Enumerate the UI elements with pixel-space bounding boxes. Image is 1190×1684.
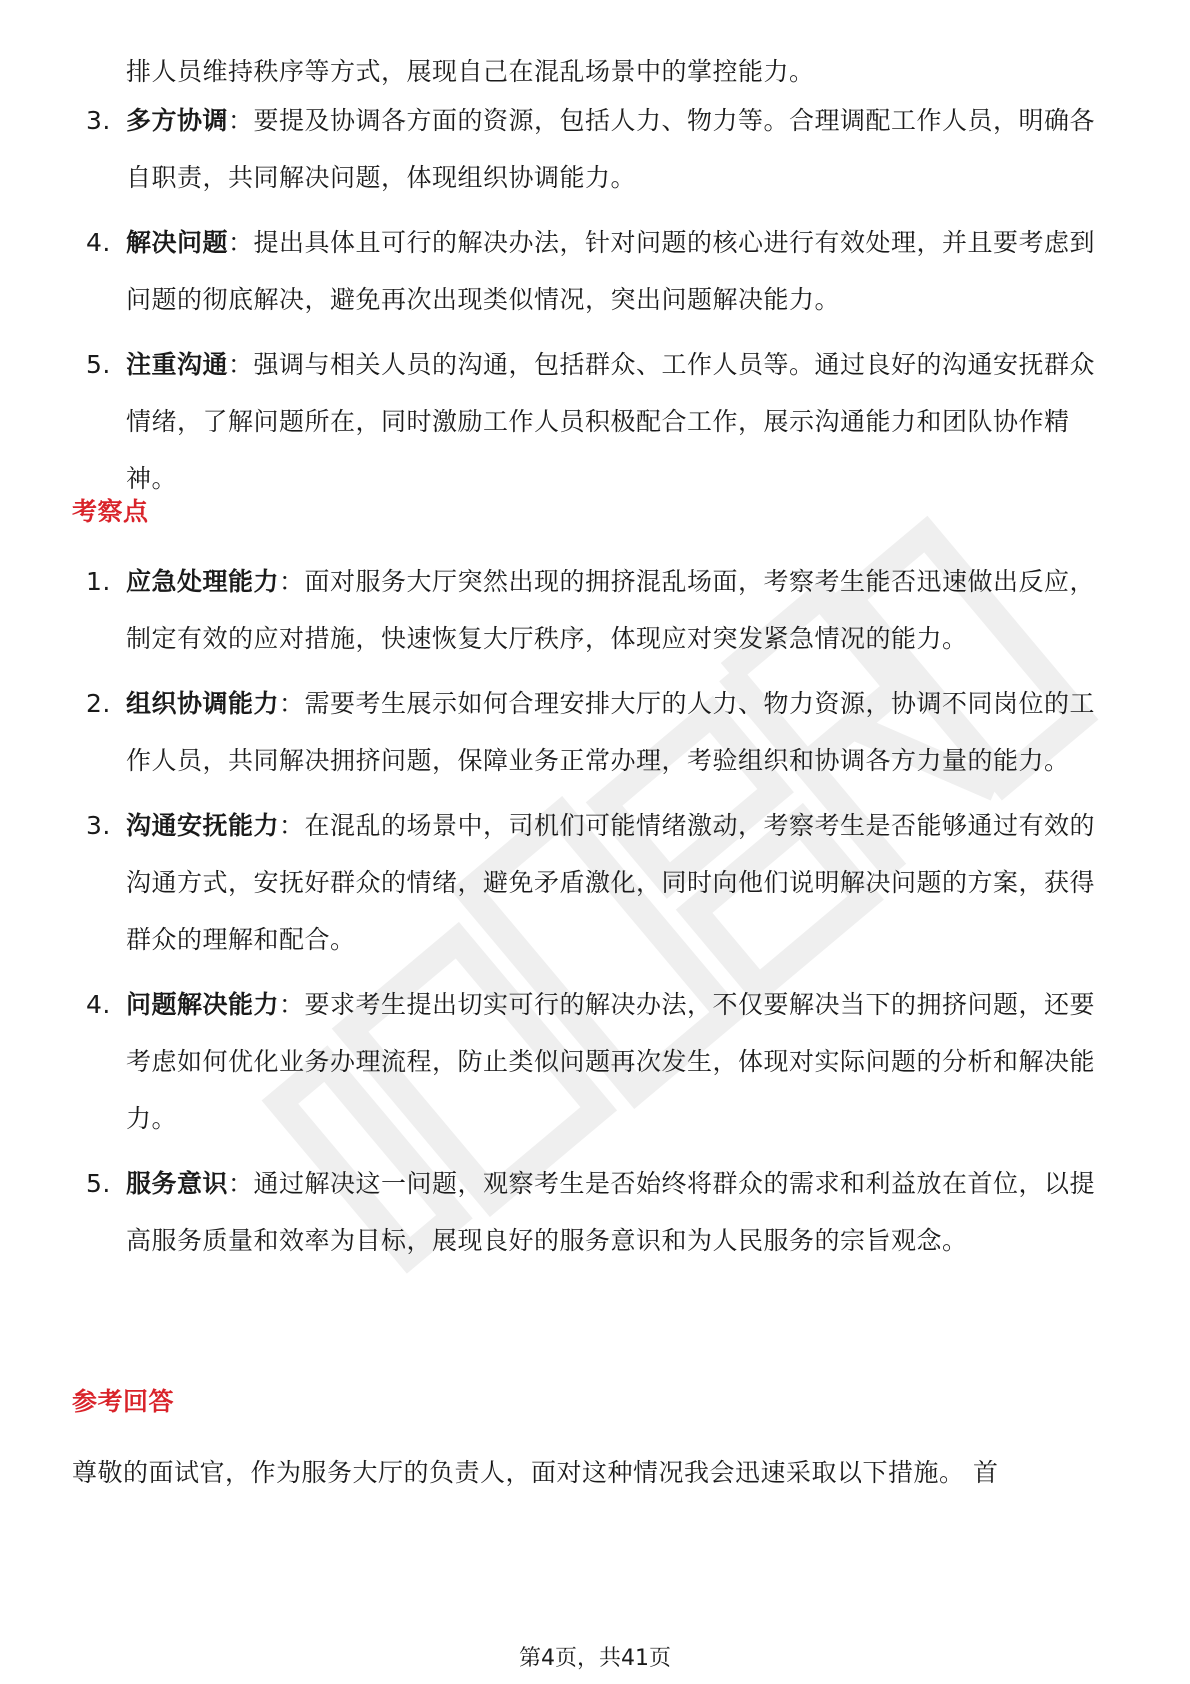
list-item-number: 5. [86,350,111,379]
examine-point-list [0,553,1190,1277]
list-item-body: ：需要考生展示如何合理安排大厅的人力、物力资源，协调不同岗位的工作人员，共同解决拥挤问题，保障业务正常办理，考验组织和协调各方力量的能力。 [126,689,1096,775]
list-item-body: ：要求考生提出切实可行的解决办法，不仅要解决当下的拥挤问题，还要考虑如何优化业务办理流程，防止类似问题再次发生，体现对实际问题的分析和解决能力。 [126,990,1096,1133]
list-item [0,336,1190,507]
heading-reference-answer: 参考回答 [72,1387,175,1416]
list-item-body: ：要提及协调各方面的资源，包括人力、物力等。合理调配工作人员，明确各自职责，共同解决问题，体现组织协调能力。 [126,106,1096,192]
list-item-number: 5. [86,1169,111,1198]
list-item [0,214,1190,328]
list-item-title: 解决问题 [126,228,229,257]
list-item-title: 服务意识 [126,1169,229,1198]
list-item-title: 应急处理能力 [126,567,280,596]
list-item [0,976,1190,1147]
list-item [0,675,1190,789]
answer-text: 尊敬的面试官，作为服务大厅的负责人，面对这种情况我会迅速采取以下措施。 首 [72,1458,999,1487]
list-item-number: 4. [86,228,111,257]
list-item-number: 4. [86,990,111,1019]
list-item-number: 3. [86,811,111,840]
list-item [0,553,1190,667]
list-item-title: 多方协调 [126,106,229,135]
list-item [0,1155,1190,1269]
list-item-number: 2. [86,689,111,718]
list-item-title: 沟通安抚能力 [126,811,280,840]
list-item-body: ：强调与相关人员的沟通，包括群众、工作人员等。通过良好的沟通安抚群众情绪，了解问题所在，同时激励工作人员积极配合工作，展示沟通能力和团队协作精神。 [126,350,1096,493]
lead-line: 排人员维持秩序等方式，展现自己在混乱场景中的掌控能力。 [126,57,815,86]
list-item-body: ：通过解决这一问题，观察考生是否始终将群众的需求和利益放在首位，以提高服务质量和效率为目标，展现良好的服务意识和为人民服务的宗旨观念。 [126,1169,1096,1255]
list-item-body: ：提出具体且可行的解决办法，针对问题的核心进行有效处理，并且要考虑到问题的彻底解决，避免再次出现类似情况，突出问题解决能力。 [126,228,1096,314]
list-item-title: 注重沟通 [126,350,229,379]
list-item-body: ：在混乱的场景中，司机们可能情绪激动，考察考生是否能够通过有效的沟通方式，安抚好群众的情绪，避免矛盾激化，同时向他们说明解决问题的方案，获得群众的理解和配合。 [126,811,1096,954]
page-footer: 第4页，共41页 [519,1646,671,1671]
list-item-number: 3. [86,106,111,135]
heading-examine-points: 考察点 [72,497,149,526]
list-item-title: 问题解决能力 [126,990,280,1019]
list-item-number: 1. [86,567,111,596]
list-item [0,92,1190,206]
list-item-body: ：面对服务大厅突然出现的拥挤混乱场面，考察考生能否迅速做出反应，制定有效的应对措施，快速恢复大厅秩序，体现应对突发紧急情况的能力。 [126,567,1096,653]
list-item-title: 组织协调能力 [126,689,280,718]
list-item [0,797,1190,968]
point-list-1 [0,92,1190,515]
